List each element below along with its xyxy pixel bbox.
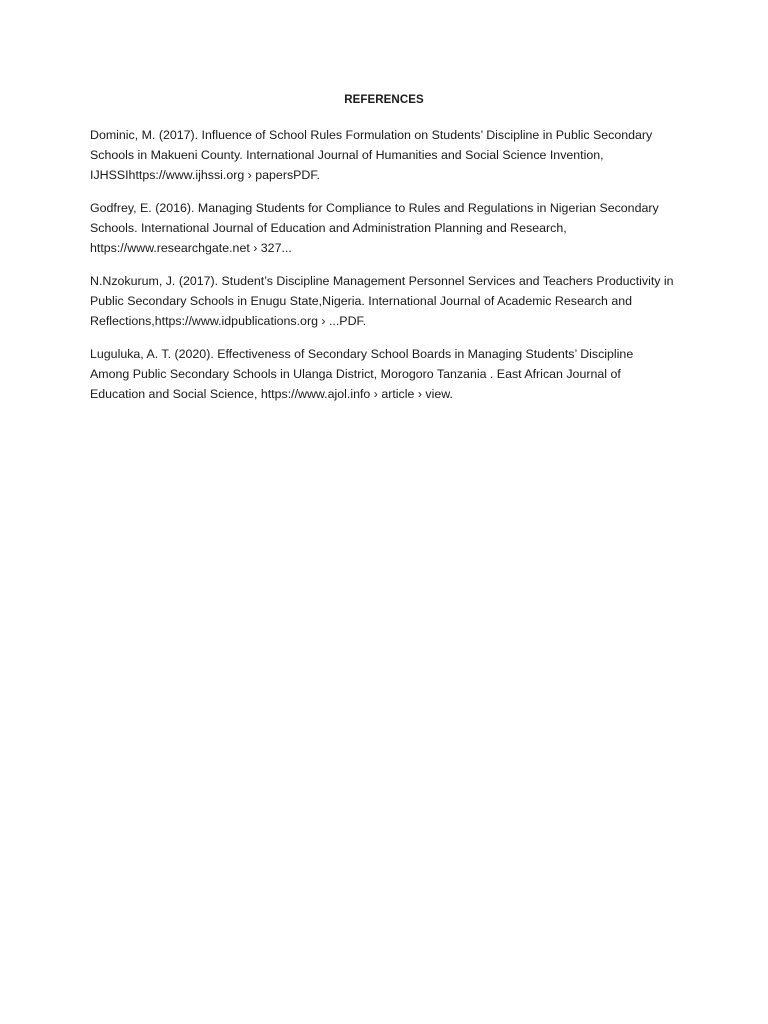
reference-item: Godfrey, E. (2016). Managing Students for Compliance to Rules and Regulations in Nigerian Secondary Schools. International Journal of Education and Administration Planning and Research, https://www.researchgate.net › 327... (90, 201, 659, 255)
reference-list (90, 125, 674, 417)
references-heading: REFERENCES (344, 94, 424, 106)
reference-item: N.Nzokurum, J. (2017). Student’s Discipline Management Personnel Services and Teachers Productivity in Public Secondary Schools in Enugu State,Nigeria. International Journal of Academic Research and Reflections,https://www.idpublications.org › ...PDF. (90, 274, 674, 328)
reference-item: Dominic, M. (2017). Influence of School Rules Formulation on Students’ Discipline in Public Secondary Schools in Makueni County. International Journal of Humanities and Social Science Invention, IJHSSIhttps://www.ijhssi.org › papersPDF. (90, 128, 653, 182)
reference-item: Luguluka, A. T. (2020). Effectiveness of Secondary School Boards in Managing Students’ Discipline Among Public Secondary Schools in Ulanga District, Morogoro Tanzania . East African Journal of Education and Social Science, https://www.ajol.info › article › view. (90, 347, 634, 401)
